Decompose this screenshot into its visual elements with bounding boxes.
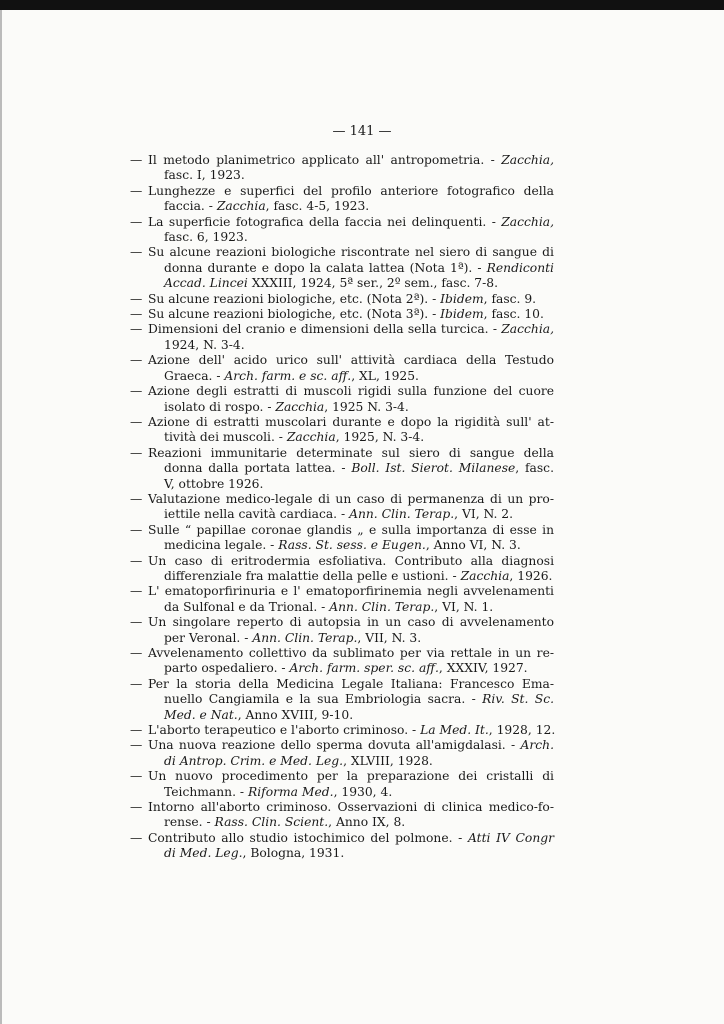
entry-dash: —: [130, 414, 143, 429]
bibliography-entry: [130, 322, 554, 353]
entry-text: Valutazione medico-legale di un caso di permanenza di un pro-: [148, 491, 554, 506]
journal-citation: di Antrop. Crim. e Med. Leg.: [164, 753, 344, 768]
entry-line: [164, 785, 554, 800]
entry-text: Intorno all'aborto criminoso. Osservazioni di clinica medico-fo-: [148, 800, 554, 815]
journal-citation: Riv. St. Sc.: [482, 692, 554, 707]
entry-dash: —: [130, 322, 143, 337]
entry-text: donna dalla portata lattea. -: [164, 461, 352, 476]
entry-text: fasc. I, 1923.: [164, 168, 245, 183]
journal-citation: Ann. Clin. Terap.: [349, 507, 455, 522]
entry-line: [148, 307, 554, 322]
entry-line: [148, 353, 554, 368]
journal-citation: Rass. Clin. Scient.: [214, 815, 329, 830]
bibliography-entry: [130, 738, 554, 769]
bibliography-entry: [130, 446, 554, 492]
entry-line: [164, 507, 554, 522]
entry-text: tività dei muscoli. -: [164, 430, 287, 445]
journal-citation: di Med. Leg.: [164, 846, 243, 861]
entry-line: [148, 446, 554, 461]
entry-line: [164, 461, 554, 476]
journal-citation: Arch.: [520, 738, 554, 753]
entry-dash: —: [130, 553, 143, 568]
entry-dash: —: [130, 384, 143, 399]
entry-text: , VI, N. 1.: [434, 599, 494, 614]
entry-line: [148, 292, 554, 307]
entry-text: Graeca. -: [164, 368, 225, 383]
entry-line: [164, 199, 554, 214]
bibliography-entry: [130, 153, 554, 184]
journal-citation: Arch. farm. sper. sc. aff.: [289, 661, 439, 676]
journal-citation: La Med. It.: [420, 723, 489, 738]
entry-text: La superficie fotografica della faccia nei delinquenti. -: [148, 214, 502, 229]
entry-text: Azione di estratti muscolari durante e dopo la rigidità sull' at-: [148, 414, 554, 429]
entry-line: [148, 584, 554, 599]
entry-text: da Sulfonal e da Trional. -: [164, 599, 330, 614]
entry-line: [148, 492, 554, 507]
bibliography-entry: [130, 646, 554, 677]
bibliography-entry: [130, 584, 554, 615]
journal-citation: Zacchia,: [501, 153, 554, 167]
entry-line: [148, 184, 554, 199]
entry-text: Una nuova reazione dello sperma dovuta all'amigdalasi. -: [148, 738, 521, 753]
journal-citation: Arch. farm. e sc. aff.: [224, 368, 352, 383]
bibliography-entry: [130, 384, 554, 415]
journal-citation: Ann. Clin. Terap.: [252, 630, 358, 645]
journal-citation: Zacchia,: [501, 322, 554, 337]
bibliography-entry: [130, 215, 554, 246]
entry-line: [148, 153, 554, 168]
entry-dash: —: [130, 153, 143, 167]
entry-dash: —: [130, 353, 143, 368]
entry-line: [164, 230, 554, 245]
journal-citation: Accad. Lincei: [164, 276, 248, 291]
entry-line: [164, 338, 554, 353]
entry-text: Avvelenamento collettivo da sublimato per via rettale in un re-: [148, 646, 554, 660]
entry-text: Azione dell' acido urico sull' attività cardiaca della Testudo: [148, 353, 554, 368]
bibliography-entry: [130, 615, 554, 646]
entry-text: parto ospedaliero. -: [164, 661, 290, 676]
journal-citation: Zacchia: [286, 430, 336, 445]
entry-text: , VII, N. 3.: [357, 630, 422, 645]
entry-line: [148, 384, 554, 399]
bibliography-entry: [130, 769, 554, 800]
entry-dash: —: [130, 183, 143, 198]
entry-text: fasc. 6, 1923.: [164, 230, 248, 245]
entry-line: [164, 815, 554, 830]
entry-dash: —: [130, 522, 143, 537]
entry-text: , Bologna, 1931.: [242, 846, 345, 861]
entry-dash: —: [130, 491, 143, 506]
journal-citation: Atti IV Congr: [467, 830, 554, 845]
entry-dash: —: [130, 723, 143, 738]
entry-text: , fasc. 10.: [483, 307, 544, 322]
entry-text: L' ematoporfirinuria e l' ematoporfirinemia negli avvelenamenti: [148, 584, 554, 599]
bibliography-entry: [130, 415, 554, 446]
journal-citation: Boll. Ist. Sierot. Milanese: [351, 461, 516, 476]
journal-citation: Riforma Med.: [247, 784, 334, 799]
entry-text: Azione degli estratti di muscoli rigidi sulla funzione del cuore: [148, 384, 554, 399]
journal-citation: Zacchia,: [501, 214, 554, 229]
entry-line: [148, 769, 554, 784]
bibliography-entry: [130, 723, 554, 738]
entry-text: , fasc. 9.: [483, 291, 537, 306]
entry-line: [164, 754, 554, 769]
entry-text: , fasc. 4-5, 1923.: [265, 199, 370, 214]
entry-text: nuello Cangiamila e la sua Embriologia sacra. -: [164, 692, 483, 707]
entry-dash: —: [130, 584, 143, 599]
entry-line: [164, 430, 554, 445]
entry-line: [164, 569, 554, 584]
entry-text: faccia. -: [164, 199, 217, 214]
entry-line: [148, 677, 554, 692]
entry-text: L'aborto terapeutico e l'aborto criminoso. -: [148, 723, 421, 738]
entry-line: [164, 661, 554, 676]
entry-line: [164, 692, 554, 707]
entry-dash: —: [130, 615, 143, 630]
entry-text: Su alcune reazioni biologiche, etc. (Nota 2ª). -: [148, 291, 441, 306]
entry-line: [148, 738, 554, 753]
entry-text: XXXIII, 1924, 5ª ser., 2º sem., fasc. 7-8.: [247, 276, 498, 291]
entry-text: , 1925 N. 3-4.: [324, 399, 409, 414]
entry-dash: —: [130, 676, 143, 691]
entry-text: rense. -: [164, 815, 215, 830]
entry-text: V, ottobre 1926.: [164, 476, 264, 491]
bibliography-entry: [130, 554, 554, 585]
entry-text: medicina legale. -: [164, 538, 279, 553]
bibliography-entry: [130, 492, 554, 523]
entry-text: , fasc.: [515, 461, 554, 476]
entry-text: Su alcune reazioni biologiche riscontrate nel siero di sangue di: [148, 245, 554, 260]
journal-citation: Zacchia: [460, 568, 510, 583]
entry-dash: —: [130, 830, 143, 845]
entry-text: Un singolare reperto di autopsia in un caso di avvelenamento: [148, 615, 554, 630]
journal-citation: Rendiconti: [486, 260, 554, 275]
entry-dash: —: [130, 307, 143, 322]
entry-text: , 1926.: [509, 568, 553, 583]
journal-citation: Rass. St. sess. e Eugen.: [278, 538, 426, 553]
entry-dash: —: [130, 291, 143, 306]
entry-text: , 1930, 4.: [333, 784, 393, 799]
entry-line: [148, 831, 554, 846]
entry-dash: —: [130, 214, 143, 229]
entry-line: [148, 800, 554, 815]
entry-text: , VI, N. 2.: [454, 507, 514, 522]
entry-text: , Anno IX, 8.: [328, 815, 406, 830]
entry-text: Su alcune reazioni biologiche, etc. (Nota 3ª). -: [148, 307, 441, 322]
bibliography-entry: [130, 292, 554, 307]
journal-citation: Zacchia: [216, 199, 266, 214]
entry-text: , XL, 1925.: [351, 368, 419, 383]
entry-line: [164, 276, 554, 291]
entry-text: Contributo allo studio istochimico del polmone. -: [148, 830, 468, 845]
entry-line: [164, 168, 554, 183]
entry-text: Un nuovo procedimento per la preparazione dei cristalli di: [148, 769, 554, 784]
entry-text: , XLVIII, 1928.: [343, 753, 433, 768]
entry-text: , XXXIV, 1927.: [438, 661, 528, 676]
page-number: — 141 —: [332, 124, 392, 139]
entry-text: per Veronal. -: [164, 630, 253, 645]
journal-citation: Ann. Clin. Terap.: [329, 599, 435, 614]
journal-citation: Ibidem: [440, 307, 484, 322]
entry-text: , Anno XVIII, 9-10.: [237, 707, 354, 722]
entry-text: differenziale fra malattie della pelle e ustioni. -: [164, 568, 461, 583]
journal-citation: Zacchia: [275, 399, 325, 414]
bibliography-entry: [130, 184, 554, 215]
scan-top-border: [0, 0, 724, 10]
bibliography-entry: [130, 245, 554, 291]
entry-line: [164, 631, 554, 646]
entry-line: [148, 615, 554, 630]
entry-line: [164, 261, 554, 276]
entry-line: [148, 723, 554, 738]
entry-dash: —: [130, 445, 143, 460]
bibliography-entry: [130, 523, 554, 554]
entry-text: Il metodo planimetrico applicato all' antropometria. -: [148, 153, 502, 167]
entry-text: , 1928, 12.: [488, 723, 556, 738]
entry-text: , 1925, N. 3-4.: [335, 430, 425, 445]
entry-dash: —: [130, 738, 143, 753]
scan-left-edge: [0, 10, 2, 1024]
journal-citation: Med. e Nat.: [164, 707, 238, 722]
journal-citation: Ibidem: [440, 291, 484, 306]
entry-text: Dimensioni del cranio e dimensioni della sella turcica. -: [148, 322, 502, 337]
bibliography-entry: [130, 307, 554, 322]
entry-text: isolato di rospo. -: [164, 399, 276, 414]
entry-text: , Anno VI, N. 3.: [425, 538, 521, 553]
entry-line: [148, 415, 554, 430]
bibliography-entry: [130, 353, 554, 384]
entry-line: [148, 523, 554, 538]
bibliography-entry: [130, 677, 554, 723]
entry-line: [148, 245, 554, 260]
entry-text: Teichmann. -: [164, 784, 248, 799]
entry-dash: —: [130, 646, 143, 660]
entry-dash: —: [130, 800, 143, 815]
entry-line: [164, 538, 554, 553]
entry-text: Lunghezze e superfici del profilo anteriore fotografico della: [148, 183, 554, 198]
entry-dash: —: [130, 769, 143, 784]
bibliography-list: [130, 153, 554, 862]
bibliography-entry: [130, 800, 554, 831]
entry-line: [164, 600, 554, 615]
entry-line: [148, 322, 554, 337]
entry-line: [148, 646, 554, 661]
entry-text: Sulle “ papillae coronae glandis „ e sulla importanza di esse in: [148, 522, 554, 537]
bibliography-entry: [130, 831, 554, 862]
entry-text: Per la storia della Medicina Legale Italiana: Francesco Ema-: [148, 676, 554, 691]
entry-line: [164, 846, 554, 861]
entry-dash: —: [130, 245, 143, 260]
entry-line: [148, 554, 554, 569]
entry-line: [164, 477, 554, 492]
entry-text: Reazioni immunitarie determinate sul siero di sangue della: [148, 445, 554, 460]
entry-text: donna durante e dopo la calata lattea (Nota 1ª). -: [164, 260, 487, 275]
entry-line: [164, 369, 554, 384]
entry-line: [164, 400, 554, 415]
entry-line: [148, 215, 554, 230]
entry-text: iettile nella cavità cardiaca. -: [164, 507, 350, 522]
entry-text: 1924, N. 3-4.: [164, 337, 245, 352]
entry-text: Un caso di eritrodermia esfoliativa. Contributo alla diagnosi: [148, 553, 554, 568]
entry-line: [164, 708, 554, 723]
